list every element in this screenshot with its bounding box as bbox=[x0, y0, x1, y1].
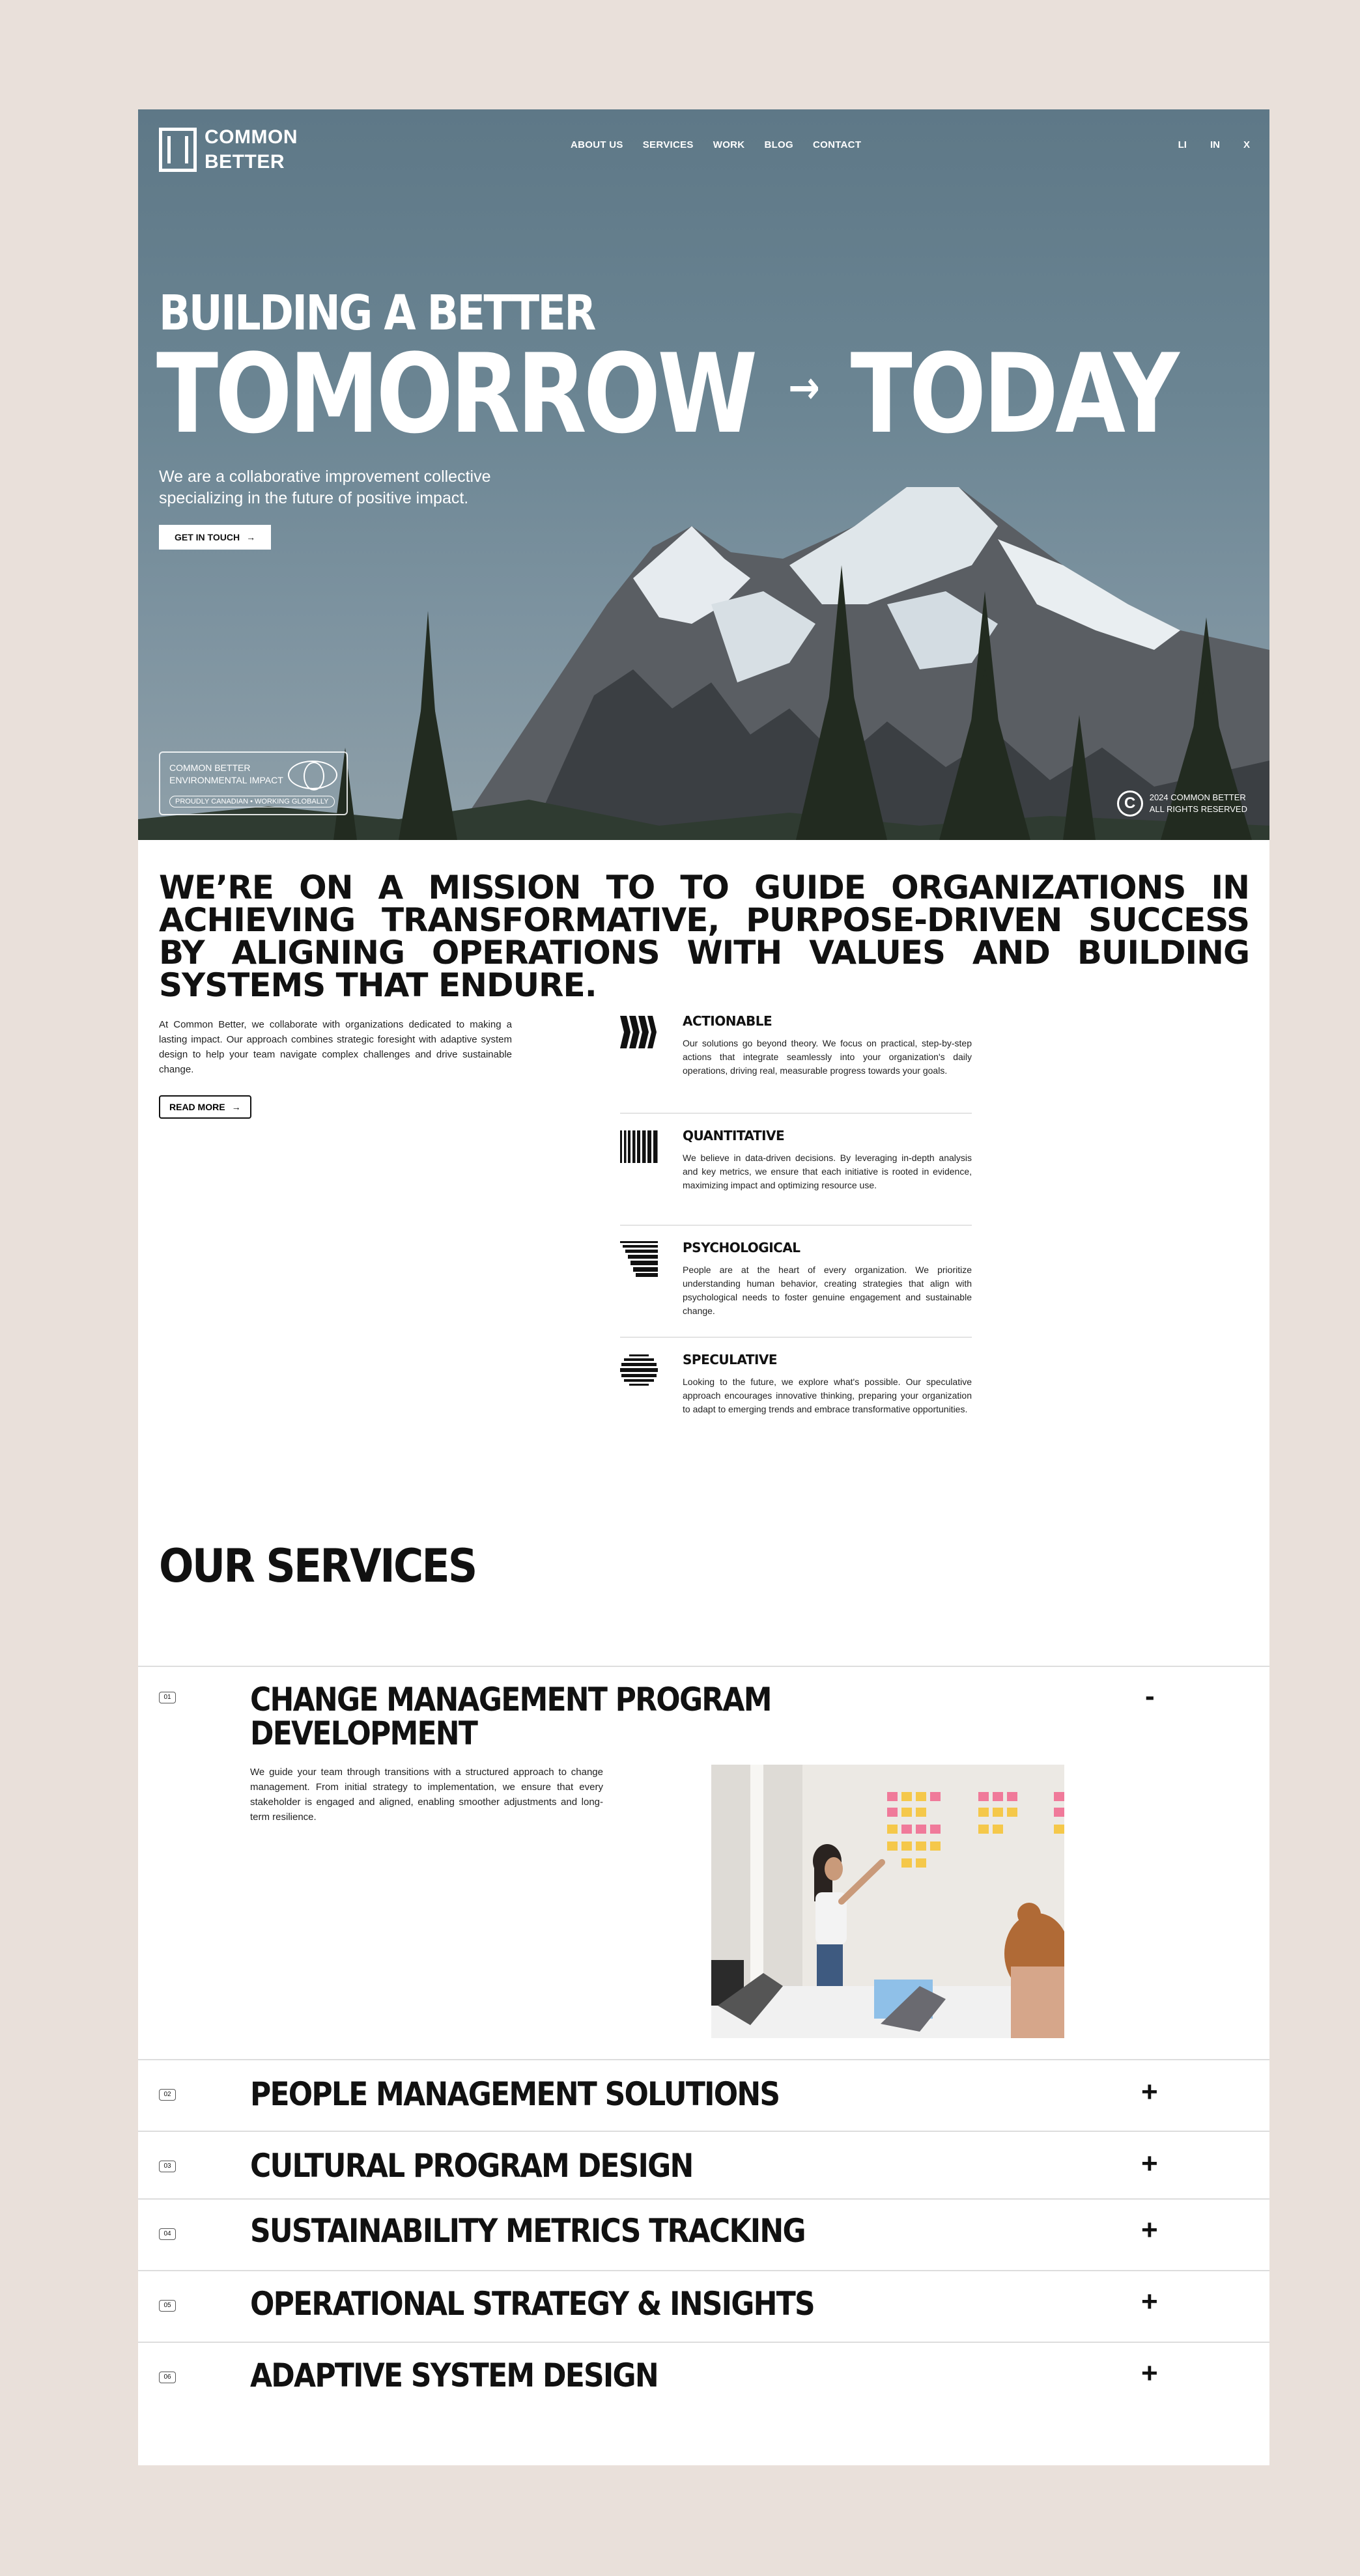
hero-headline-left: TOMORROW bbox=[156, 330, 755, 458]
pillars-list bbox=[620, 1011, 972, 1449]
service-number: 05 bbox=[159, 2300, 176, 2312]
services-title: OUR SERVICES bbox=[159, 1539, 476, 1593]
service-item-06[interactable] bbox=[138, 2342, 1269, 2465]
service-number: 03 bbox=[159, 2161, 176, 2172]
globe-icon bbox=[288, 761, 337, 789]
pillar-title: SPECULATIVE bbox=[683, 1352, 778, 1367]
get-in-touch-button[interactable] bbox=[159, 525, 271, 550]
pillar-title: QUANTITATIVE bbox=[683, 1128, 785, 1143]
pillar-text: People are at the heart of every organization. We prioritize understanding human behavior, creating strategies that align with psychological needs to foster genuine engagement and sustainable change. bbox=[683, 1265, 972, 1316]
badge-pill: PROUDLY CANADIAN • WORKING GLOBALLY bbox=[169, 796, 335, 807]
nav-work[interactable]: WORK bbox=[713, 139, 745, 150]
actionable-icon bbox=[620, 1013, 658, 1051]
headline-arrow-icon: → bbox=[788, 361, 817, 415]
social-link-in[interactable]: IN bbox=[1210, 139, 1220, 150]
service-item-03[interactable] bbox=[138, 2131, 1269, 2198]
service-number: 02 bbox=[159, 2089, 176, 2101]
read-more-label: READ MORE bbox=[169, 1102, 225, 1112]
expand-toggle-icon[interactable]: + bbox=[1141, 2357, 1158, 2389]
service-title: CULTURAL PROGRAM DESIGN bbox=[250, 2147, 693, 2185]
copyright-icon: C bbox=[1117, 791, 1143, 817]
main-nav bbox=[571, 139, 861, 150]
brand-line-2: BETTER bbox=[205, 151, 285, 173]
badge-line-1: COMMON BETTER bbox=[169, 763, 251, 773]
service-number: 01 bbox=[159, 1692, 176, 1703]
service-item-05[interactable] bbox=[138, 2270, 1269, 2342]
arrow-right-icon: → bbox=[246, 532, 256, 542]
hero-subtitle: We are a collaborative improvement collective specializing in the future of positive impact. bbox=[159, 468, 491, 507]
brand-wordmark bbox=[205, 125, 298, 175]
pillar-text: Our solutions go beyond theory. We focus on practical, step-by-step actions that integrate seamlessly into your organization's daily operations, driving real, measurable progress towards your goals. bbox=[683, 1038, 972, 1076]
about-paragraph: At Common Better, we collaborate with organizations dedicated to making a lasting impact. Our approach combines strategic foresight with adaptive system design to help your team navigate complex challenges and drive sustainable change. bbox=[159, 1019, 512, 1075]
hero-kicker: BUILDING A BETTER bbox=[159, 285, 595, 341]
service-title bbox=[250, 1683, 771, 1750]
copyright-line-2: ALL RIGHTS RESERVED bbox=[1149, 804, 1247, 814]
expand-toggle-icon[interactable]: + bbox=[1141, 2148, 1158, 2179]
service-title-line-1: CHANGE MANAGEMENT PROGRAM bbox=[250, 1681, 771, 1718]
badge-line-2: ENVIRONMENTAL IMPACT bbox=[169, 775, 283, 785]
service-title-line-2: DEVELOPMENT bbox=[250, 1715, 477, 1752]
hero-headline-right: TODAY bbox=[850, 330, 1176, 458]
quantitative-icon bbox=[620, 1128, 658, 1166]
logo-mark-icon bbox=[159, 128, 197, 172]
expand-toggle-icon[interactable]: + bbox=[1141, 2214, 1158, 2246]
service-number: 06 bbox=[159, 2372, 176, 2383]
psychological-icon bbox=[620, 1240, 658, 1278]
service-item-01[interactable] bbox=[138, 1666, 1269, 2059]
brand-line-1: COMMON bbox=[205, 126, 298, 148]
speculative-icon bbox=[620, 1352, 658, 1390]
service-item-02[interactable] bbox=[138, 2059, 1269, 2131]
environmental-impact-badge bbox=[159, 751, 348, 815]
get-in-touch-label: GET IN TOUCH bbox=[175, 532, 240, 542]
nav-contact[interactable]: CONTACT bbox=[812, 139, 862, 150]
pillar-text: We believe in data-driven decisions. By leveraging in-depth analysis and key metrics, we ensure that each initiative is rooted in evidence, maximizing impact and optimizing resource use. bbox=[683, 1153, 972, 1190]
social-link-li[interactable]: LI bbox=[1178, 139, 1187, 150]
arrow-right-icon: → bbox=[231, 1102, 241, 1112]
service-title: SUSTAINABILITY METRICS TRACKING bbox=[250, 2212, 805, 2250]
copyright-line-1: 2024 COMMON BETTER bbox=[1149, 792, 1246, 802]
service-title: PEOPLE MANAGEMENT SOLUTIONS bbox=[250, 2075, 780, 2113]
brand-logo[interactable] bbox=[159, 125, 298, 175]
collapse-toggle-icon[interactable]: - bbox=[1145, 1680, 1155, 1712]
pillar-title: PSYCHOLOGICAL bbox=[683, 1240, 800, 1255]
social-links bbox=[1178, 139, 1250, 150]
service-title: OPERATIONAL STRATEGY & INSIGHTS bbox=[250, 2285, 814, 2323]
nav-about-us[interactable]: ABOUT US bbox=[571, 139, 623, 150]
nav-blog[interactable]: BLOG bbox=[764, 139, 793, 150]
hero-headline bbox=[156, 330, 1176, 458]
nav-services[interactable]: SERVICES bbox=[642, 139, 694, 150]
social-link-x[interactable]: X bbox=[1243, 139, 1250, 150]
expand-toggle-icon[interactable]: + bbox=[1141, 2286, 1158, 2317]
page bbox=[138, 109, 1269, 2465]
service-number: 04 bbox=[159, 2228, 176, 2240]
workshop-photo bbox=[711, 1765, 1064, 2038]
pillar-text: Looking to the future, we explore what's possible. Our speculative approach encourages innovative thinking, preparing your organization to adapt to emerging trends and embrace transformative opportunities. bbox=[683, 1377, 972, 1414]
pillar-quantitative bbox=[620, 1113, 972, 1225]
hero-section bbox=[138, 109, 1269, 840]
pillar-speculative bbox=[620, 1337, 972, 1449]
service-description: We guide your team through transitions with a structured approach to change management. From initial strategy to implementation, we ensure that every stakeholder is engaged and aligned, enabling smoother adjustments and long-term resilience. bbox=[250, 1767, 603, 1823]
mission-statement: WE’RE ON A MISSION TO TO GUIDE ORGANIZATIONS IN ACHIEVING TRANSFORMATIVE, PURPOSE-DRIVEN SUCCESS BY ALIGNING OPERATIONS WITH VALUES AND BUILDING SYSTEMS THAT ENDURE. bbox=[159, 869, 1249, 1004]
service-title: ADAPTIVE SYSTEM DESIGN bbox=[250, 2357, 658, 2394]
read-more-button[interactable] bbox=[159, 1095, 251, 1119]
copyright-notice bbox=[1117, 791, 1247, 817]
expand-toggle-icon[interactable]: + bbox=[1141, 2076, 1158, 2108]
pillar-title: ACTIONABLE bbox=[683, 1013, 772, 1029]
pillar-actionable bbox=[620, 1011, 972, 1113]
service-item-04[interactable] bbox=[138, 2198, 1269, 2270]
pillar-psychological bbox=[620, 1225, 972, 1337]
